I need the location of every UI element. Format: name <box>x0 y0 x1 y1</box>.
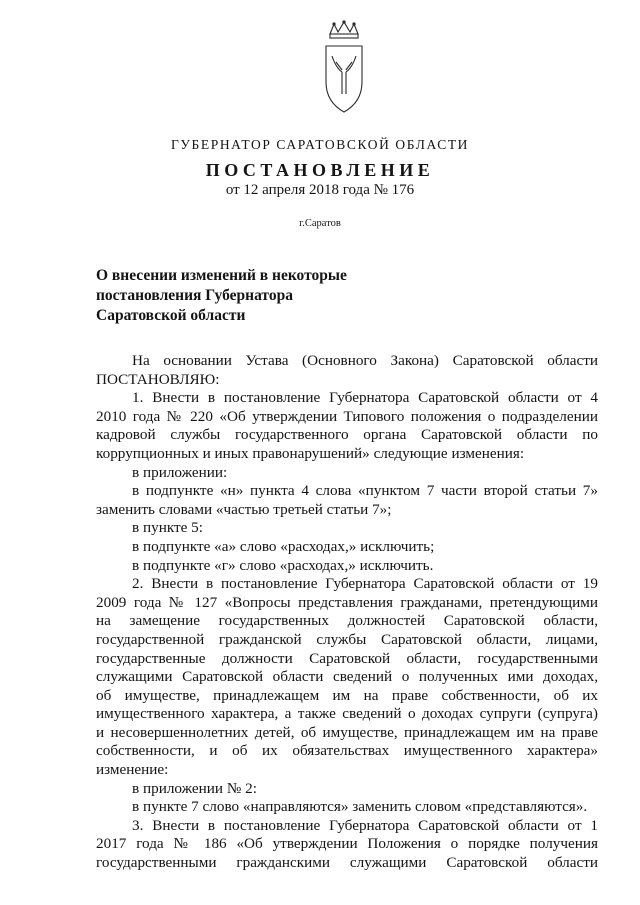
body-line: заменить словами «частью третьей статьи 7»; <box>96 500 392 518</box>
body-line: служащими Саратовской области сведений о полученных ими доходах, <box>96 668 598 686</box>
body-line: в подпункте «а» слово «расходах,» исключить; <box>132 537 435 555</box>
body-line: 2010 года № 220 «Об утверждении Типового положения о подразделении <box>96 407 598 425</box>
body-line: имущественного характера, а также сведений о доходах супруги (супруга) <box>96 705 598 723</box>
document-title <box>96 266 426 326</box>
body-line: в приложении: <box>132 463 228 481</box>
issuing-authority: ГУБЕРНАТОР САРАТОВСКОЙ ОБЛАСТИ <box>170 137 470 152</box>
body-line: кадровой службы государственного органа Саратовской области по <box>96 426 598 444</box>
body-line: государственной гражданской службы Саратовской области, лицами, <box>96 630 598 648</box>
body-line: 2009 года № 127 «Вопросы представления гражданами, претендующими <box>96 593 598 611</box>
title-line: Саратовской области <box>96 307 246 324</box>
title-line: О внесении изменений в некоторые <box>96 267 347 284</box>
body-line: государственные должности Саратовской области, государственными <box>96 649 598 667</box>
body-line: 1. Внести в постановление Губернатора Саратовской области от 4 <box>132 389 598 407</box>
body-line: в приложении № 2: <box>132 779 257 797</box>
document-date-number: от 12 апреля 2018 года № 176 <box>225 182 415 198</box>
body-line: 2017 года № 186 «Об утверждении Положения о порядке получения <box>96 835 598 853</box>
body-line: государственными гражданскими служащими Саратовской области <box>96 854 598 872</box>
saratov-coat-of-arms-icon <box>318 20 370 116</box>
title-line: постановления Губернатора <box>96 287 293 304</box>
body-line: коррупционных и иных правонарушений» следующие изменения: <box>96 444 525 462</box>
body-line: об имуществе, принадлежащем им на праве собственности, об их <box>96 686 598 704</box>
body-line: собственности, и об их обязательствах имущественного характера» <box>96 742 598 760</box>
body-line: в пункте 7 слово «направляются» заменить словом «представляются». <box>132 798 588 816</box>
body-line: и несовершеннолетних детей, об имуществе, принадлежащем им на праве <box>96 723 598 741</box>
body-line: 3. Внести в постановление Губернатора Саратовской области от 1 <box>132 816 598 834</box>
document-city: г.Саратов <box>299 218 341 229</box>
body-line: изменение: <box>96 761 169 779</box>
body-line: на замещение государственных должностей Саратовской области, <box>96 612 598 630</box>
body-line: ПОСТАНОВЛЯЮ: <box>96 370 220 388</box>
document-body <box>96 352 598 873</box>
body-line: в подпункте «н» пункта 4 слова «пунктом 7 части второй статьи 7» <box>132 482 598 500</box>
body-line: в пункте 5: <box>132 519 203 537</box>
body-line: в подпункте «г» слово «расходах,» исключить. <box>132 556 434 574</box>
body-line: 2. Внести в постановление Губернатора Саратовской области от 19 <box>132 575 598 593</box>
document-type: ПОСТАНОВЛЕНИЕ <box>205 160 435 180</box>
body-line: На основании Устава (Основного Закона) Саратовской области <box>132 352 598 369</box>
